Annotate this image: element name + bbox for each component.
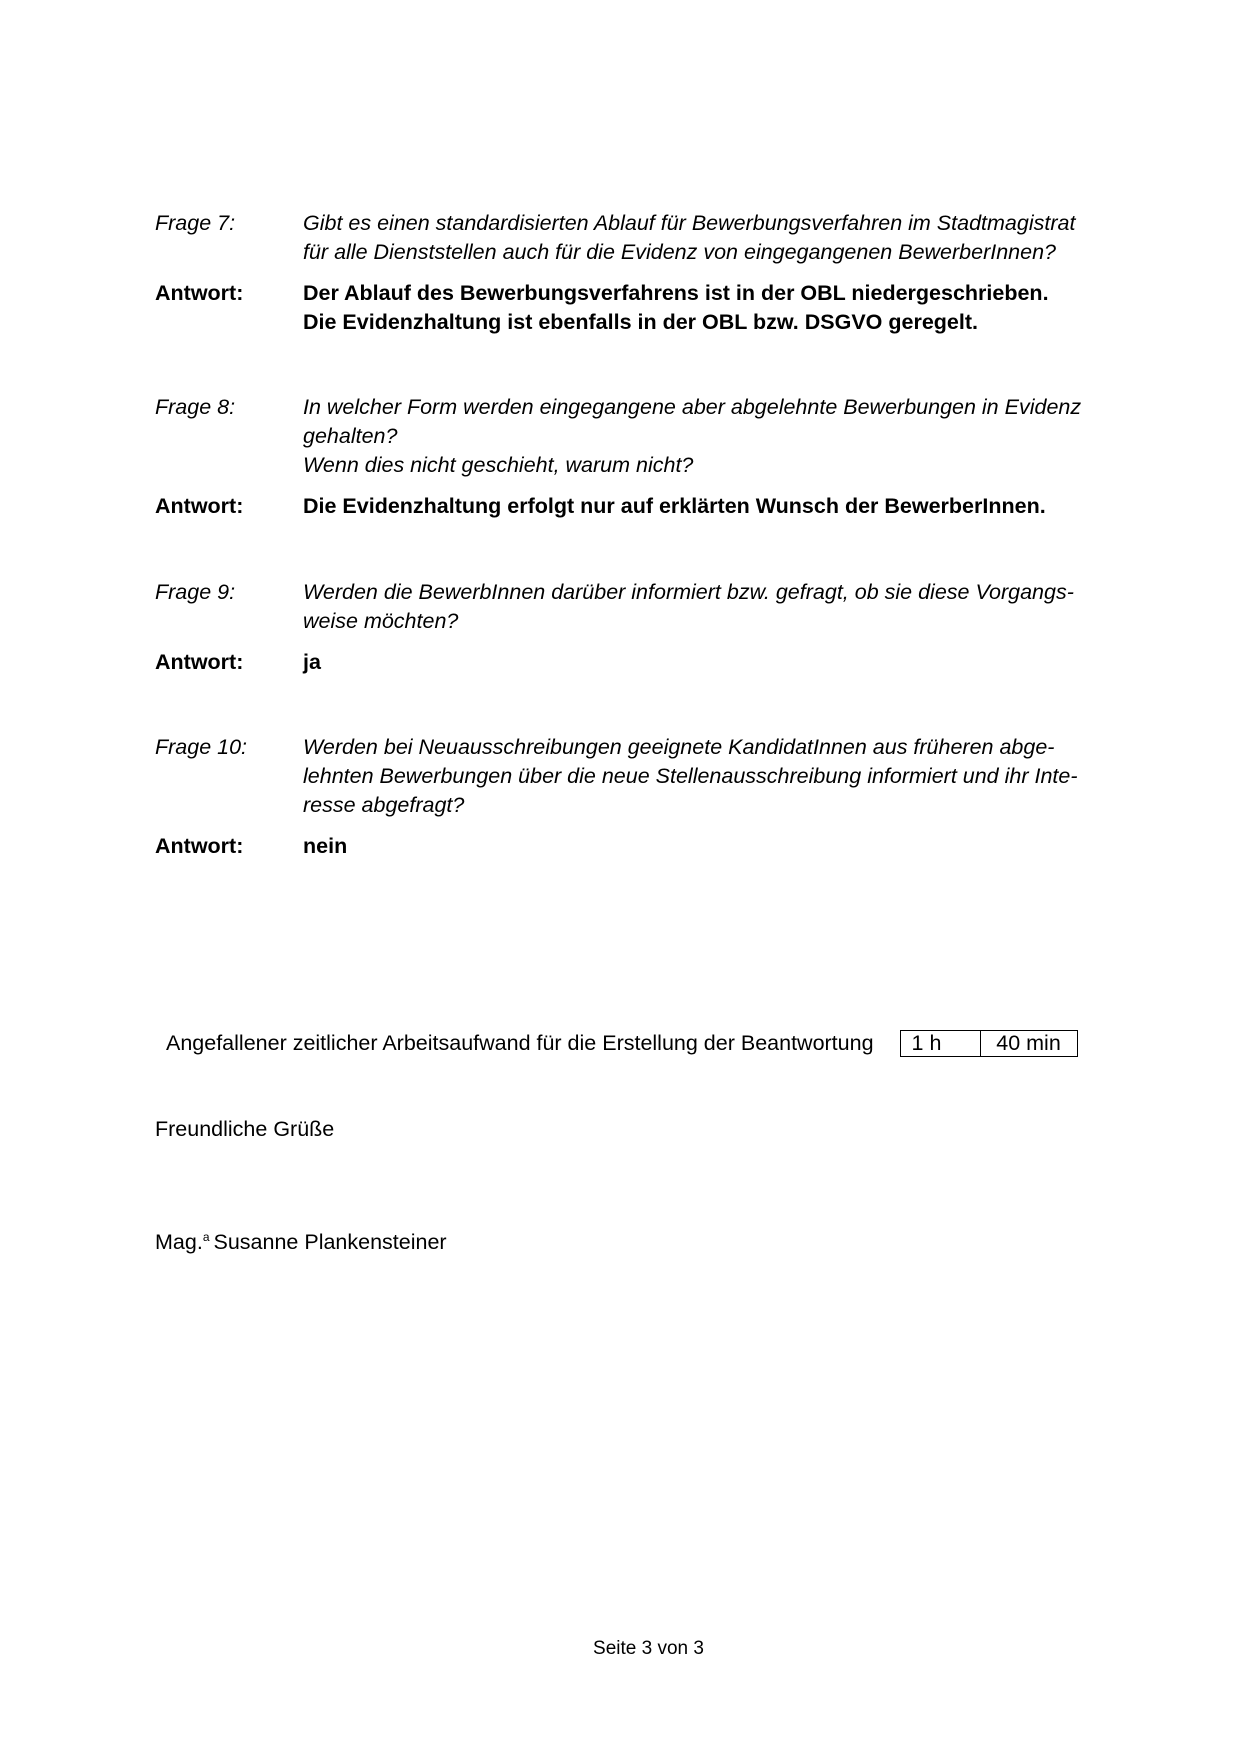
- question-line: Werden die BewerbInnen darüber informiert bzw. gefragt, ob sie diese Vorgangs-: [303, 580, 1074, 604]
- question-line: In welcher Form werden eingegangene aber abgelehnte Bewerbungen in Evidenz: [303, 395, 1082, 419]
- question-text: [303, 209, 1145, 267]
- closing-greeting: Freundliche Grüße: [155, 1117, 335, 1141]
- answer-line: Die Evidenzhaltung erfolgt nur auf erklärten Wunsch der BewerberInnen.: [303, 494, 1046, 518]
- answer-line: nein: [303, 834, 348, 858]
- qa-block-10: [155, 733, 1145, 861]
- question-row: [155, 209, 1145, 267]
- question-label: Frage 9:: [155, 580, 236, 604]
- answer-row: [155, 492, 1145, 521]
- workload-table: [900, 1030, 1078, 1057]
- question-line: Werden bei Neuausschreibungen geeignete KandidatInnen aus früheren abge-: [303, 735, 1055, 759]
- answer-text: [303, 832, 1145, 861]
- qa-block-7: [155, 209, 1145, 337]
- question-row: [155, 733, 1145, 820]
- question-label: Frage 8:: [155, 395, 236, 419]
- question-line: gehalten?: [303, 424, 398, 448]
- answer-text: [303, 279, 1145, 337]
- answer-label: Antwort:: [155, 834, 244, 858]
- question-label: Frage 7:: [155, 211, 236, 235]
- answer-row: [155, 648, 1145, 677]
- answer-line: ja: [303, 650, 321, 674]
- question-line: resse abgefragt?: [303, 793, 465, 817]
- signature-title: Mag.: [155, 1230, 203, 1254]
- workload-row: [166, 1030, 1078, 1057]
- signature: [155, 1230, 447, 1255]
- question-text: [303, 733, 1145, 820]
- answer-row: [155, 832, 1145, 861]
- qa-block-9: [155, 578, 1145, 677]
- answer-label: Antwort:: [155, 650, 244, 674]
- question-line: lehnten Bewerbungen über die neue Stellenausschreibung informiert und ihr Inte-: [303, 764, 1078, 788]
- question-text: [303, 578, 1145, 636]
- workload-minutes: 40 min: [996, 1031, 1061, 1055]
- question-label: Frage 10:: [155, 735, 248, 759]
- question-row: [155, 393, 1145, 480]
- workload-description: Angefallener zeitlicher Arbeitsaufwand für die Erstellung der Beantwortung: [166, 1031, 874, 1055]
- answer-label: Antwort:: [155, 494, 244, 518]
- question-line: Wenn dies nicht geschieht, warum nicht?: [303, 453, 694, 477]
- answer-line: Die Evidenzhaltung ist ebenfalls in der OBL bzw. DSGVO geregelt.: [303, 310, 978, 334]
- answer-text: [303, 648, 1145, 677]
- signature-name: Susanne Plankensteiner: [213, 1230, 447, 1254]
- question-text: [303, 393, 1145, 480]
- page-number: Seite 3 von 3: [593, 1638, 704, 1659]
- signature-title-sup: a: [202, 1230, 210, 1244]
- question-line: für alle Dienststellen auch für die Evidenz von eingegangenen BewerberInnen?: [303, 240, 1057, 264]
- answer-row: [155, 279, 1145, 337]
- workload-hours: 1 h: [901, 1031, 981, 1056]
- question-row: [155, 578, 1145, 636]
- answer-line: Der Ablauf des Bewerbungsverfahrens ist in der OBL niedergeschrieben.: [303, 281, 1049, 305]
- question-line: weise möchten?: [303, 609, 459, 633]
- answer-text: [303, 492, 1145, 521]
- answer-label: Antwort:: [155, 281, 244, 305]
- question-line: Gibt es einen standardisierten Ablauf für Bewerbungsverfahren im Stadtmagistrat: [303, 211, 1076, 235]
- qa-block-8: [155, 393, 1145, 521]
